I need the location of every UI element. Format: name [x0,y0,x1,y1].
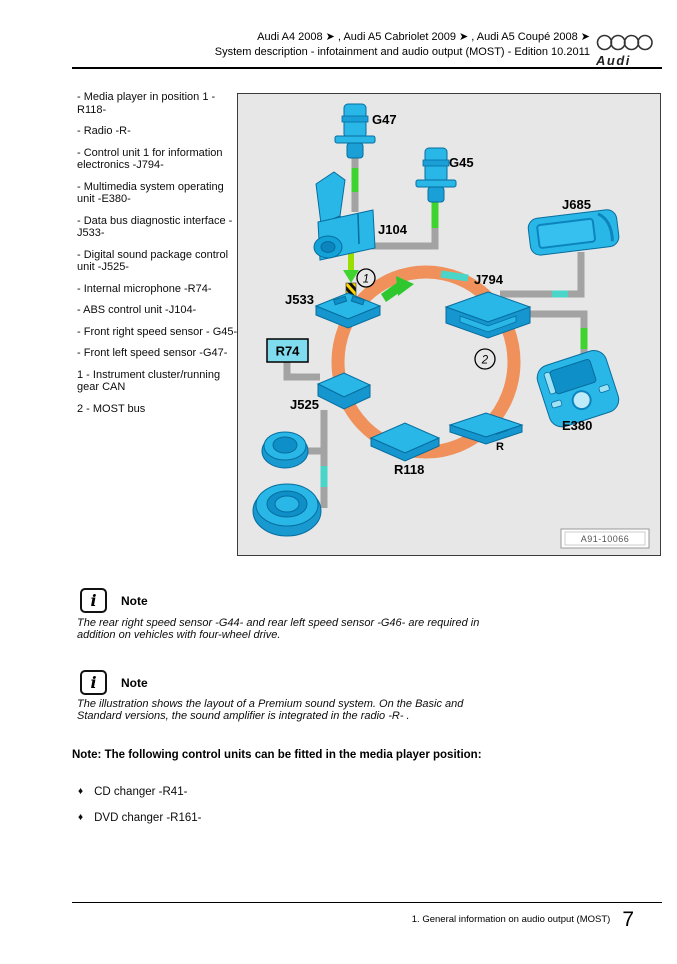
list-item: - Internal microphone -R74- [77,282,212,295]
audi-logo [596,33,660,70]
most-segment-cyan [441,274,468,278]
j794-control-unit [446,292,530,338]
label-g45: G45 [449,155,474,170]
fitting-note-heading: Note: The following control units can be fitted in the media player position: [72,749,482,761]
footer-divider [72,902,662,903]
list-item: - Front left speed sensor -G47- [77,347,228,359]
label-j794: J794 [474,272,503,287]
list-item: 2 - MOST bus [77,402,146,415]
g47-sensor [335,104,375,158]
most-bus-diagram [237,93,661,556]
note-label: Note [121,676,148,690]
list-item: - ABS control unit -J104- [77,304,197,316]
page-number: 7 [622,908,634,931]
speaker-large [253,484,321,536]
label-e380: E380 [562,418,593,433]
label-g47: G47 [372,112,397,127]
svg-text:R74: R74 [275,343,300,359]
info-note-icon [80,670,107,695]
label-j104: J104 [378,222,407,237]
list-item: - Data bus diagnostic interface -J533- [77,214,233,239]
bullet-item [78,812,202,824]
note-text: The illustration shows the layout of a Premium sound system. On the Basic and Standard versions, the sound amplifier is integrated in the radio -R- . [77,698,464,722]
list-item: - Multimedia system operating unit -E380- [77,180,224,205]
j104-abs-unit [314,172,375,260]
figure-code-box [561,529,649,548]
header-document-title: System description - infotainment and audio output (MOST) - Edition 10.2011 [214,46,590,58]
footer-section-title: 1. General information on audio output (MOST) [411,914,611,925]
list-item: - Digital sound package control unit -J525- [77,248,229,273]
header-models-line: Audi A4 2008 ➤ , Audi A5 Cabriolet 2009 ➤ , Audi A5 Coupé 2008 ➤ [257,31,590,43]
list-item: - Radio -R- [77,125,131,137]
svg-text:A91-10066: A91-10066 [580,534,630,544]
label-j525: J525 [290,397,319,412]
callout-1-can [357,269,375,287]
svg-text:1: 1 [362,273,370,286]
list-item: - Front right speed sensor - G45- [77,325,238,338]
list-item: - Media player in position 1 - R118- [77,91,216,116]
label-r: R [496,441,504,453]
label-r118: R118 [394,462,425,477]
bullet-item [78,786,187,798]
note-label: Note [121,594,148,608]
list-item: - Control unit 1 for information electronics -J794- [77,146,223,171]
svg-text:2: 2 [481,354,489,367]
page-header [72,30,590,60]
audi-rings-icon [596,33,654,52]
bullet-text: DVD changer -R161- [94,812,202,824]
j525-sound-unit [318,373,370,409]
callout-2-most [475,349,495,369]
info-note-icon [80,588,107,613]
r74-mic-box [267,339,308,362]
header-divider [72,67,662,69]
note-text: The rear right speed sensor -G44- and rear left speed sensor -G46- are required in addition on vehicles with four-wheel drive. [77,617,480,641]
bullet-text: CD changer -R41- [94,786,188,798]
j685-display [527,209,620,257]
component-list [77,91,240,424]
audi-wordmark: Audi [596,53,631,68]
page-footer [72,908,634,932]
label-j685: J685 [562,197,591,212]
speaker-small [262,432,308,468]
label-j533: J533 [285,292,314,307]
list-item: 1 - Instrument cluster/running gear CAN [77,368,221,393]
